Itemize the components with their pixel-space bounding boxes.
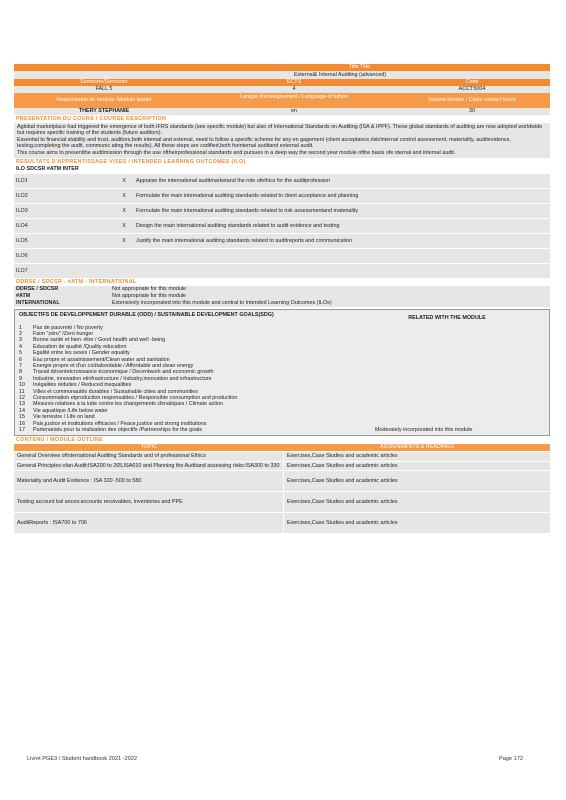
sdg-text: Mesures relatives à la lutte contre les changements climatiques / Climate action (33, 401, 223, 408)
content-header (14, 444, 550, 451)
sdg-number: 2 (19, 330, 22, 337)
ects-label: ECTS (286, 79, 302, 85)
sdg-text: Industrie, innovation etinfrastructure / Industry,innovation and infrastructure (33, 375, 212, 382)
ilo-text: Appraise the international auditmarketand the role ofethics for the auditprofession (136, 177, 331, 184)
sdg-text: Partenariats pour la réalisation des objectifs /Partnerships for the goals (33, 427, 202, 434)
ilo-row (14, 173, 550, 188)
ilo-text: Formulate the main international auditing standards related to risk assessmentand materiality (136, 207, 359, 214)
ilo-code: ILO2 (16, 192, 28, 199)
inter-row (14, 286, 550, 293)
ilo-mark (46, 264, 136, 278)
sdg-text: Bonne santé et bien -être / Good health and well -being (33, 337, 166, 344)
sdg-related-value: Moderately incorporated into this module (375, 427, 473, 434)
sdg-box (14, 309, 550, 437)
sdg-header (19, 312, 545, 325)
ilo-row (14, 218, 550, 233)
ilo-text (136, 264, 550, 278)
footer-handbook: Livret PGE3 / Student handbook 2021 -2022 (27, 756, 138, 762)
title-label-row (14, 64, 550, 71)
topic-text: Testing account bal ances:accounts receivables, inventories and PPE (14, 492, 284, 512)
ilo-text: Design the main international auditing standards related to audit evidence and testing (136, 222, 340, 229)
ilo-mark: X (122, 177, 126, 184)
ilo-mark: X (122, 192, 126, 199)
assignment-text: Exercises,Case Studies and academic articles (287, 462, 398, 469)
sdg-number: 11 (19, 388, 25, 395)
topic-text: General Principles ofan Audit:ISA200 to 265,ISA610 and Planning the Auditand assessing risks:ISA300 to 330 (14, 462, 284, 471)
responsable-label: Responsable de module /Module leader (56, 97, 152, 103)
sdg-number: 17 (19, 427, 25, 434)
sdg-item (19, 427, 545, 433)
course-title: External& Internal Auditing (advanced) (294, 72, 386, 78)
sdg-related-label: RELATED WITH THE MODULE (408, 314, 486, 321)
sdg-title: OBJECTIFS DE DEVELOPPEMENT DURABLE (ODD) / SUSTAINABLE DEVELOPMENT GOALS(SDG) (19, 311, 274, 318)
assignment-text: Exercises,Case Studies and academic articles (287, 478, 398, 485)
code-label: Code (465, 79, 479, 85)
content-row (14, 491, 550, 512)
ilo-mark: X (122, 237, 126, 244)
responsable-value: THERY STEPHANIE (78, 108, 130, 114)
ilo-header: ILO SDCSR #ATM INTER (16, 165, 79, 172)
inter-value: Not appropriate for this module (112, 292, 187, 299)
ilo-code: ILO4 (16, 222, 28, 229)
language-label: Langue d'enseignement / Language of tuition (240, 94, 348, 100)
presentation-title: PRESENTATION DU COURS / COURSE DESCRIPTION (16, 116, 167, 122)
ilo-row (14, 263, 550, 278)
sdg-text: Paix,justice et institutions efficaces / Peace,justice and strong institutions (33, 420, 207, 427)
ilo-text (136, 249, 550, 263)
ilo-table (14, 173, 550, 278)
volume-value: 30 (469, 108, 475, 114)
ilo-row (14, 203, 550, 218)
code-value: ACCT5004 (458, 86, 486, 92)
sdg-number: 12 (19, 394, 25, 401)
sdg-text: Vie aquatique /Life below water (33, 407, 108, 414)
sdg-text: Vie terrestre / Life on land (33, 414, 95, 421)
assignments-label: ASSIGNMENTS & READINGS (380, 444, 454, 451)
content-row (14, 512, 550, 533)
sdg-number: 1 (19, 324, 22, 331)
inter-value: Extensively incorporated into this module and central to Intended Learning Outcomes (ILOs) (112, 299, 332, 306)
sdg-text: Faim "zéro" /Zero hunger (33, 330, 94, 337)
course-title-row (14, 71, 550, 79)
sdg-text: Pas de pauvreté / No poverty (33, 324, 103, 331)
responsable-header-row (14, 93, 550, 108)
sdg-text: Egalité entre les sexes / Gender equality (33, 350, 130, 357)
presentation-paragraph: Aglobal marketplace had triggered the emergence of both IFRS standards (see specific module) but also of International Standards on Auditing (ISA & IPPF). These global standards of auditing are now adopted worldwide but requires specific training of the students (future auditors). (17, 124, 543, 137)
ilo-title: RESULTATS D'APPRENTISSAGE VISES / INTENDED LEARNING OUTCOMES (ILO) (16, 158, 246, 165)
responsable-value-row (14, 108, 550, 115)
ilo-text: Justify the main international auditing standards related to auditreports and communication (136, 237, 353, 244)
topic-text: Materiality and Audit Evidence : ISA 320 -500 to 580 (14, 471, 284, 491)
sdg-text: Education de qualité /Quality education (33, 343, 127, 350)
topic-label: TOPIC (140, 444, 158, 451)
sdg-text: Consommation etproduction responsables / Responsible consumption and production (33, 394, 238, 401)
presentation-text (14, 123, 550, 158)
semester-header-row (14, 79, 550, 86)
inter-key: #ATM (16, 292, 31, 299)
content-row (14, 470, 550, 491)
presentation-paragraph: Essential to financial stability and trust, auditors,both internal and external, need to follow a specific scheme for any en gagement (client acceptance,risk/internal control assessment, materiality, auditevidence, testing,completing the audit, communic ating the results). All these steps are codified,both forinternal auditand external audit. (17, 136, 512, 150)
ilo-mark: X (122, 207, 126, 214)
ilo-code: ILO5 (16, 237, 28, 244)
content-row (14, 461, 550, 471)
page-footer (27, 756, 523, 762)
language-value: en (291, 108, 297, 114)
ilo-code: ILO7 (16, 267, 28, 274)
semester-value-row (14, 86, 550, 93)
sdg-text: Energie propre et d'un coûtabordable / Affordable and clean energy (33, 362, 194, 369)
content-title: CONTENU / MODULE OUTLINE (16, 437, 103, 444)
sdg-number: 6 (19, 356, 22, 363)
ilo-row (14, 233, 550, 248)
sdg-number: 13 (19, 401, 25, 408)
sdg-number: 4 (19, 343, 22, 350)
footer-page-number: Page 172 (499, 756, 523, 762)
sdg-number: 3 (19, 337, 22, 344)
sdg-text: Villes et communautés durables / Sustainable cities and communities (33, 388, 198, 395)
topic-text: AuditReports : ISA700 to 706 (14, 513, 284, 533)
ilo-code: ILO1 (16, 177, 28, 184)
inter-title: DDRSE / SDCSR - #ATM - INTERNATIONAL (16, 278, 137, 285)
semester-value: FALL 5 (95, 86, 113, 92)
presentation-paragraph: This course aims to presentthe auditmission through the use oftheirprofessional standards and pursues in a deep way the second year module ofthe basis ofe xternal and internal audit. (17, 149, 456, 156)
inter-row (14, 293, 550, 300)
sdg-number: 10 (19, 382, 25, 389)
title-label: Title Title (348, 64, 370, 70)
ilo-row (14, 188, 550, 203)
assignment-text: Exercises,Case Studies and academic articles (287, 499, 398, 506)
ilo-code: ILO3 (16, 207, 28, 214)
sdg-number: 14 (19, 407, 25, 414)
sdg-number: 8 (19, 369, 22, 376)
inter-key: INTERNATIONAL (16, 299, 60, 306)
sdg-text: Inégalités réduites / Reduced inequalities (33, 382, 132, 389)
ilo-mark: X (122, 222, 126, 229)
content-row (14, 451, 550, 461)
topic-text: General Overview ofInternational Auditing Standards and of professional Ethics (14, 452, 284, 461)
sdg-text: Travail décentetcroissance économique / Decentwork and economic growth (33, 369, 214, 376)
sdg-number: 15 (19, 414, 25, 421)
assignment-text: Exercises,Case Studies and academic articles (287, 520, 398, 527)
sdg-number: 7 (19, 362, 22, 369)
sdg-number: 9 (19, 375, 22, 382)
sdg-text: Eau propre et assainissement/Clean water and sanitation (33, 356, 170, 363)
sdg-list (19, 325, 545, 434)
assignment-text: Exercises,Case Studies and academic articles (287, 453, 398, 460)
inter-key: DDRSE / SDCSR (16, 285, 59, 292)
semester-label: Semestre/Semester (80, 79, 128, 85)
volume-label: Volume horaire / Class contact hours (427, 97, 517, 103)
inter-value: Not appropriate for this module (112, 285, 187, 292)
ilo-code: ILO6 (16, 252, 28, 259)
course-sheet (14, 64, 550, 533)
inter-row (14, 300, 550, 307)
ects-value: 4 (292, 86, 296, 92)
ilo-mark (46, 249, 136, 263)
sdg-number: 5 (19, 350, 22, 357)
sdg-number: 16 (19, 420, 25, 427)
ilo-text: Formulate the main international auditing standards related to client acceptance and planning (136, 192, 359, 199)
ilo-row (14, 248, 550, 263)
